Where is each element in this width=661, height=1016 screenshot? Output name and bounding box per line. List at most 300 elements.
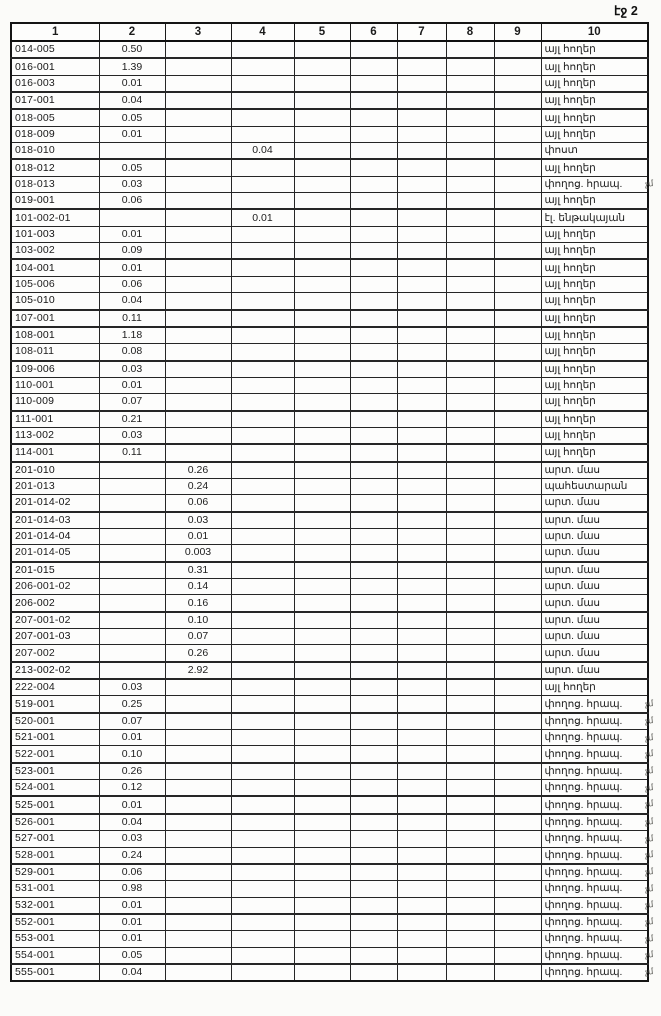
area-value-cell	[494, 528, 541, 544]
table-row	[11, 914, 648, 931]
parcel-code-cell: 019-001	[11, 193, 99, 210]
table-row	[11, 427, 648, 444]
area-value-cell	[397, 914, 446, 931]
area-value-cell	[397, 226, 446, 242]
margin-annotation-mark: չմ	[644, 865, 654, 877]
landuse-cell: այլ հողեր	[541, 193, 648, 210]
area-value-cell	[397, 327, 446, 344]
area-value-cell	[397, 394, 446, 411]
area-value-cell	[446, 763, 494, 780]
margin-annotation-mark: չմ	[644, 697, 654, 709]
table-row	[11, 143, 648, 160]
area-value-cell: 0.01	[99, 226, 165, 242]
margin-annotation-mark: չմ	[644, 932, 654, 944]
area-value-cell: 0.98	[99, 881, 165, 897]
area-value-cell: 0.03	[165, 512, 231, 529]
parcel-code-cell: 201-010	[11, 462, 99, 479]
area-value-cell	[99, 579, 165, 595]
area-value-cell: 0.06	[99, 864, 165, 881]
area-value-cell	[494, 58, 541, 75]
area-value-cell	[446, 427, 494, 444]
area-value-cell	[350, 746, 397, 763]
area-value-cell	[494, 696, 541, 713]
area-value-cell	[350, 881, 397, 897]
table-row	[11, 679, 648, 696]
area-value-cell	[350, 562, 397, 579]
area-value-cell	[294, 478, 350, 494]
parcel-code-cell: 101-002-01	[11, 209, 99, 226]
area-value-cell	[494, 293, 541, 310]
table-row	[11, 662, 648, 679]
parcel-code-cell: 201-014-03	[11, 512, 99, 529]
area-value-cell	[446, 243, 494, 260]
area-value-cell	[446, 662, 494, 679]
area-value-cell	[397, 679, 446, 696]
area-value-cell	[397, 545, 446, 562]
area-value-cell	[99, 612, 165, 629]
area-value-cell	[446, 796, 494, 813]
area-value-cell	[446, 495, 494, 512]
area-value-cell	[165, 293, 231, 310]
parcel-code-cell: 104-001	[11, 259, 99, 276]
area-value-cell: 0.14	[165, 579, 231, 595]
area-value-cell	[446, 344, 494, 361]
landuse-cell: արտ. մաս	[541, 629, 648, 645]
area-value-cell	[350, 831, 397, 847]
parcel-code-cell: 101-003	[11, 226, 99, 242]
area-value-cell	[165, 444, 231, 461]
landuse-cell: արտ. մաս	[541, 562, 648, 579]
area-value-cell: 0.26	[99, 763, 165, 780]
landuse-cell: փողոց. հրապ.	[541, 881, 648, 897]
area-value-cell	[231, 579, 294, 595]
area-value-cell: 0.09	[99, 243, 165, 260]
parcel-code-cell: 109-006	[11, 361, 99, 378]
table-row	[11, 562, 648, 579]
column-header-4: 4	[231, 23, 294, 41]
landuse-cell: այլ հողեր	[541, 310, 648, 327]
area-value-cell	[165, 109, 231, 126]
area-value-cell	[397, 612, 446, 629]
area-value-cell	[231, 897, 294, 914]
landuse-cell: փողոց. հրապ.	[541, 897, 648, 914]
area-value-cell	[350, 58, 397, 75]
area-value-cell	[294, 276, 350, 292]
parcel-code-cell: 201-013	[11, 478, 99, 494]
landuse-cell: փողոց. հրապ.	[541, 780, 648, 797]
area-value-cell	[165, 377, 231, 393]
area-value-cell	[494, 310, 541, 327]
area-value-cell	[446, 41, 494, 58]
landuse-cell: փողոց. հրապ.	[541, 947, 648, 964]
area-value-cell: 0.01	[99, 897, 165, 914]
table-row	[11, 126, 648, 142]
parcel-code-cell: 018-013	[11, 176, 99, 192]
area-value-cell	[294, 696, 350, 713]
area-value-cell	[294, 713, 350, 730]
area-value-cell	[397, 75, 446, 92]
area-value-cell: 0.12	[99, 780, 165, 797]
margin-annotation-mark: չմ	[644, 949, 654, 960]
table-row	[11, 814, 648, 831]
area-value-cell	[231, 780, 294, 797]
table-row	[11, 176, 648, 192]
area-value-cell	[294, 931, 350, 947]
area-value-cell	[165, 143, 231, 160]
parcel-code-cell: 113-002	[11, 427, 99, 444]
margin-annotation-mark: չմ	[644, 815, 654, 827]
area-value-cell	[446, 209, 494, 226]
area-value-cell	[231, 831, 294, 847]
area-value-cell	[294, 679, 350, 696]
landuse-cell: այլ հողեր	[541, 58, 648, 75]
landuse-cell: պահեստարան	[541, 478, 648, 494]
area-value-cell	[446, 562, 494, 579]
area-value-cell	[446, 193, 494, 210]
area-value-cell	[446, 176, 494, 192]
area-value-cell	[294, 881, 350, 897]
area-value-cell	[446, 595, 494, 612]
area-value-cell: 0.06	[99, 193, 165, 210]
area-value-cell	[294, 528, 350, 544]
landuse-cell: այլ հողեր	[541, 444, 648, 461]
table-row	[11, 58, 648, 75]
area-value-cell	[294, 579, 350, 595]
parcel-code-cell: 555-001	[11, 964, 99, 981]
area-value-cell	[446, 897, 494, 914]
area-value-cell	[294, 914, 350, 931]
area-value-cell: 0.01	[99, 377, 165, 393]
area-value-cell	[294, 864, 350, 881]
area-value-cell	[350, 310, 397, 327]
area-value-cell	[494, 780, 541, 797]
landuse-cell: այլ հողեր	[541, 344, 648, 361]
area-value-cell	[397, 377, 446, 393]
area-value-cell	[494, 361, 541, 378]
table-row	[11, 796, 648, 813]
area-value-cell	[350, 730, 397, 746]
area-value-cell	[446, 75, 494, 92]
landuse-cell: արտ. մաս	[541, 528, 648, 544]
area-value-cell	[231, 595, 294, 612]
area-value-cell	[494, 814, 541, 831]
area-value-cell	[446, 612, 494, 629]
area-value-cell	[397, 864, 446, 881]
area-value-cell: 0.26	[165, 462, 231, 479]
area-value-cell	[494, 713, 541, 730]
area-value-cell	[446, 361, 494, 378]
table-row	[11, 478, 648, 494]
area-value-cell	[294, 143, 350, 160]
area-value-cell	[294, 814, 350, 831]
area-value-cell	[350, 462, 397, 479]
parcel-code-cell: 524-001	[11, 780, 99, 797]
area-value-cell	[446, 143, 494, 160]
area-value-cell	[397, 897, 446, 914]
area-value-cell	[294, 763, 350, 780]
area-value-cell	[350, 176, 397, 192]
area-value-cell	[350, 595, 397, 612]
area-value-cell	[165, 713, 231, 730]
area-value-cell	[397, 243, 446, 260]
area-value-cell	[165, 964, 231, 981]
landuse-cell: այլ հողեր	[541, 427, 648, 444]
area-value-cell	[231, 512, 294, 529]
area-value-cell	[165, 831, 231, 847]
area-value-cell	[294, 193, 350, 210]
area-value-cell	[494, 478, 541, 494]
table-row	[11, 444, 648, 461]
area-value-cell	[446, 696, 494, 713]
area-value-cell	[350, 495, 397, 512]
parcel-code-cell: 017-001	[11, 92, 99, 109]
area-value-cell	[350, 394, 397, 411]
area-value-cell	[397, 512, 446, 529]
parcel-code-cell: 110-009	[11, 394, 99, 411]
table-row	[11, 344, 648, 361]
area-value-cell	[294, 310, 350, 327]
parcel-code-cell: 532-001	[11, 897, 99, 914]
area-value-cell	[397, 41, 446, 58]
area-value-cell	[165, 814, 231, 831]
table-row	[11, 763, 648, 780]
area-value-cell	[494, 159, 541, 176]
table-row	[11, 411, 648, 428]
area-value-cell	[494, 629, 541, 645]
area-value-cell	[494, 92, 541, 109]
area-value-cell	[397, 730, 446, 746]
parcel-code-cell: 554-001	[11, 947, 99, 964]
area-value-cell: 0.04	[99, 293, 165, 310]
area-value-cell	[294, 344, 350, 361]
table-header-row	[11, 23, 648, 41]
area-value-cell	[165, 881, 231, 897]
area-value-cell	[165, 344, 231, 361]
area-value-cell	[494, 612, 541, 629]
area-value-cell	[231, 444, 294, 461]
area-value-cell	[294, 109, 350, 126]
table-row	[11, 964, 648, 981]
landuse-cell: այլ հողեր	[541, 377, 648, 393]
parcel-code-cell: 018-009	[11, 126, 99, 142]
area-value-cell	[165, 730, 231, 746]
area-value-cell	[294, 730, 350, 746]
column-header-5: 5	[294, 23, 350, 41]
area-value-cell	[350, 964, 397, 981]
area-value-cell	[397, 964, 446, 981]
area-value-cell	[397, 344, 446, 361]
table-row	[11, 931, 648, 947]
area-value-cell	[494, 327, 541, 344]
area-value-cell	[231, 75, 294, 92]
area-value-cell	[397, 159, 446, 176]
table-row	[11, 746, 648, 763]
area-value-cell	[446, 964, 494, 981]
area-value-cell	[494, 259, 541, 276]
area-value-cell	[294, 126, 350, 142]
area-value-cell	[494, 243, 541, 260]
area-value-cell: 0.26	[165, 645, 231, 662]
area-value-cell: 0.01	[99, 931, 165, 947]
area-value-cell: 0.06	[165, 495, 231, 512]
area-value-cell: 0.03	[99, 176, 165, 192]
area-value-cell	[350, 344, 397, 361]
table-row	[11, 780, 648, 797]
area-value-cell	[165, 259, 231, 276]
area-value-cell: 0.01	[99, 126, 165, 142]
area-value-cell	[397, 746, 446, 763]
table-row	[11, 612, 648, 629]
area-value-cell	[350, 545, 397, 562]
area-value-cell	[294, 612, 350, 629]
table-row	[11, 193, 648, 210]
area-value-cell	[397, 444, 446, 461]
area-value-cell	[165, 209, 231, 226]
area-value-cell	[350, 814, 397, 831]
area-value-cell	[99, 478, 165, 494]
area-value-cell	[294, 897, 350, 914]
area-value-cell	[494, 595, 541, 612]
area-value-cell	[494, 562, 541, 579]
area-value-cell	[350, 427, 397, 444]
parcel-code-cell: 201-014-04	[11, 528, 99, 544]
area-value-cell: 0.31	[165, 562, 231, 579]
area-value-cell	[231, 931, 294, 947]
area-value-cell	[350, 377, 397, 393]
area-value-cell	[294, 964, 350, 981]
margin-annotation-mark: չմ	[644, 849, 654, 860]
parcel-code-cell: 522-001	[11, 746, 99, 763]
area-value-cell	[99, 528, 165, 544]
area-value-cell	[165, 864, 231, 881]
area-value-cell	[446, 259, 494, 276]
table-row	[11, 528, 648, 544]
area-value-cell	[165, 92, 231, 109]
area-value-cell	[231, 293, 294, 310]
area-value-cell	[397, 427, 446, 444]
landuse-cell: այլ հողեր	[541, 41, 648, 58]
parcel-code-cell: 110-001	[11, 377, 99, 393]
area-value-cell	[494, 344, 541, 361]
landuse-cell: փողոց. հրապ.	[541, 713, 648, 730]
parcel-code-cell: 206-001-02	[11, 579, 99, 595]
margin-annotation-mark: չմ	[644, 882, 654, 894]
area-value-cell	[231, 462, 294, 479]
area-value-cell	[446, 310, 494, 327]
area-value-cell	[350, 897, 397, 914]
area-value-cell	[294, 595, 350, 612]
area-value-cell: 0.11	[99, 444, 165, 461]
area-value-cell	[494, 947, 541, 964]
column-header-10: 10	[541, 23, 648, 41]
area-value-cell	[397, 931, 446, 947]
table-row	[11, 92, 648, 109]
area-value-cell	[231, 612, 294, 629]
area-value-cell	[446, 327, 494, 344]
parcel-code-cell: 207-001-02	[11, 612, 99, 629]
parcel-code-cell: 523-001	[11, 763, 99, 780]
area-value-cell	[397, 528, 446, 544]
area-value-cell	[494, 209, 541, 226]
parcel-code-cell: 114-001	[11, 444, 99, 461]
area-value-cell	[231, 679, 294, 696]
area-value-cell	[99, 545, 165, 562]
landuse-cell: փողոց. հրապ.	[541, 864, 648, 881]
landuse-cell: այլ հողեր	[541, 159, 648, 176]
area-value-cell: 0.03	[99, 831, 165, 847]
area-value-cell	[99, 462, 165, 479]
parcel-code-cell: 207-002	[11, 645, 99, 662]
area-value-cell	[294, 377, 350, 393]
area-value-cell: 1.39	[99, 58, 165, 75]
table-row	[11, 579, 648, 595]
area-value-cell	[165, 780, 231, 797]
area-value-cell	[397, 126, 446, 142]
landuse-cell: փողոց. հրապ.	[541, 831, 648, 847]
area-value-cell	[231, 41, 294, 58]
column-header-1: 1	[11, 23, 99, 41]
table-row	[11, 696, 648, 713]
area-value-cell	[446, 645, 494, 662]
area-value-cell: 0.21	[99, 411, 165, 428]
area-value-cell	[231, 427, 294, 444]
area-value-cell	[231, 881, 294, 897]
table-row	[11, 361, 648, 378]
area-value-cell	[446, 58, 494, 75]
area-value-cell	[231, 377, 294, 393]
area-value-cell	[231, 528, 294, 544]
area-value-cell: 0.24	[165, 478, 231, 494]
landuse-cell: արտ. մաս	[541, 612, 648, 629]
area-value-cell	[294, 243, 350, 260]
parcel-code-cell: 553-001	[11, 931, 99, 947]
area-value-cell	[294, 92, 350, 109]
column-header-9: 9	[494, 23, 541, 41]
table-row	[11, 947, 648, 964]
area-value-cell	[350, 679, 397, 696]
table-row	[11, 75, 648, 92]
area-value-cell	[165, 931, 231, 947]
landuse-cell: արտ. մաս	[541, 512, 648, 529]
area-value-cell	[494, 512, 541, 529]
landuse-cell: այլ հողեր	[541, 243, 648, 260]
area-value-cell	[294, 427, 350, 444]
area-value-cell	[350, 92, 397, 109]
area-value-cell	[494, 75, 541, 92]
area-value-cell	[446, 545, 494, 562]
area-value-cell: 0.03	[99, 361, 165, 378]
table-row	[11, 41, 648, 58]
area-value-cell	[231, 310, 294, 327]
area-value-cell	[494, 462, 541, 479]
parcel-code-cell: 111-001	[11, 411, 99, 428]
area-value-cell	[397, 763, 446, 780]
area-value-cell	[397, 495, 446, 512]
landuse-cell: այլ հողեր	[541, 394, 648, 411]
area-value-cell	[350, 126, 397, 142]
area-value-cell	[446, 746, 494, 763]
area-value-cell	[294, 176, 350, 192]
area-value-cell	[165, 914, 231, 931]
area-value-cell	[231, 814, 294, 831]
area-value-cell	[446, 109, 494, 126]
area-value-cell	[165, 159, 231, 176]
area-value-cell	[446, 226, 494, 242]
area-value-cell	[350, 361, 397, 378]
area-value-cell: 1.18	[99, 327, 165, 344]
area-value-cell	[350, 444, 397, 461]
area-value-cell	[350, 75, 397, 92]
